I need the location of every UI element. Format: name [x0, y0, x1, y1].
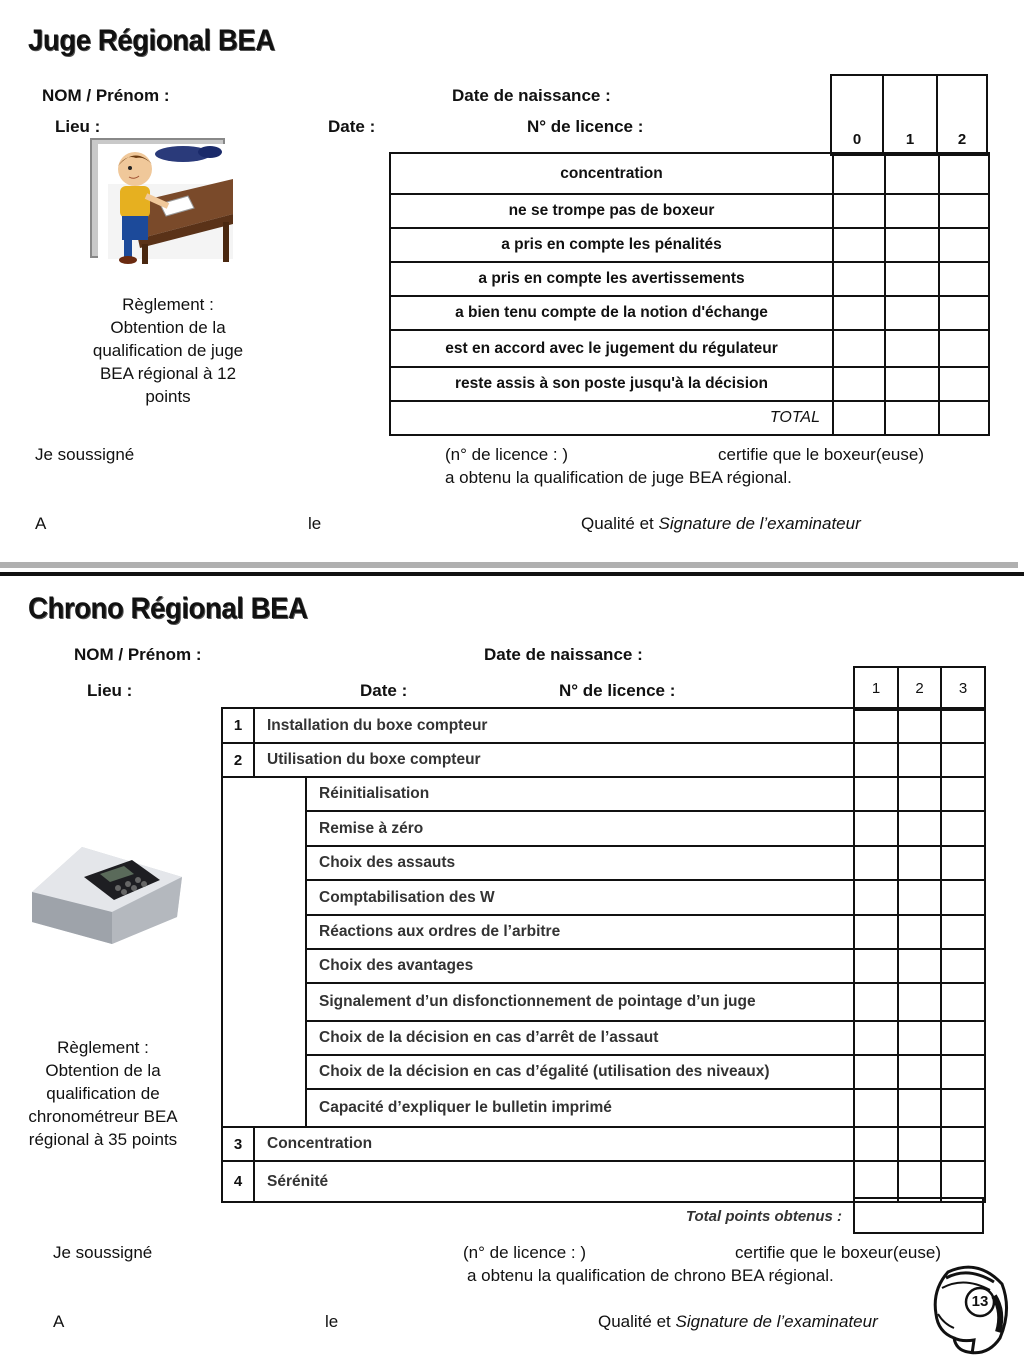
- sign-qualite-text: Qualité et: [581, 514, 654, 533]
- nom-label: NOM / Prénom :: [42, 86, 170, 105]
- item-label: Concentration: [254, 1127, 854, 1161]
- licence-label: N° de licence :: [559, 681, 676, 700]
- score-cell[interactable]: [941, 1021, 985, 1055]
- score-cell[interactable]: [833, 367, 885, 401]
- score-cell[interactable]: [939, 228, 989, 262]
- score-cell[interactable]: [885, 153, 939, 194]
- total-cell[interactable]: [939, 401, 989, 435]
- score-cell[interactable]: [941, 811, 985, 846]
- sign-le: le: [325, 1312, 339, 1331]
- table-row: [222, 1021, 985, 1055]
- score-cell[interactable]: [941, 708, 985, 743]
- table-row: [222, 846, 985, 880]
- date-label: Date :: [360, 681, 408, 700]
- cert-obtenu: a obtenu la qualification de chrono BEA régional.: [467, 1266, 834, 1285]
- score-cell[interactable]: [941, 846, 985, 880]
- score-header-0: 0: [831, 75, 883, 155]
- score-cell[interactable]: [854, 846, 898, 880]
- reglement-line: BEA régional à 12: [99, 364, 237, 383]
- item-label: Installation du boxe compteur: [254, 708, 854, 743]
- score-cell[interactable]: [941, 1127, 985, 1161]
- total-row: [390, 401, 989, 435]
- score-cell[interactable]: [833, 153, 885, 194]
- boxing-helmet-icon: [928, 1262, 1012, 1358]
- score-cell[interactable]: [939, 330, 989, 367]
- lieu-label: Lieu :: [55, 117, 101, 136]
- table-row: [390, 228, 989, 262]
- criterion-label: a pris en compte les pénalités: [390, 228, 833, 262]
- table-row: [390, 367, 989, 401]
- score-cell[interactable]: [898, 1055, 941, 1089]
- score-cell[interactable]: [898, 1127, 941, 1161]
- score-cell[interactable]: [941, 1055, 985, 1089]
- sign-a: A: [35, 514, 47, 533]
- score-cell[interactable]: [885, 194, 939, 228]
- reglement-line: Règlement :: [57, 1038, 149, 1057]
- score-cell[interactable]: [939, 296, 989, 330]
- score-cell[interactable]: [854, 708, 898, 743]
- sign-qualite: [581, 514, 861, 534]
- date-label: Date :: [328, 117, 376, 136]
- score-cell[interactable]: [885, 367, 939, 401]
- sub-item-label: Choix des avantages: [306, 949, 854, 983]
- nom-label: NOM / Prénom :: [74, 645, 202, 664]
- sub-item-label: Choix des assauts: [306, 846, 854, 880]
- boxe-compteur-image: [22, 822, 210, 964]
- score-cell[interactable]: [898, 708, 941, 743]
- section2-criteria-table: [221, 707, 986, 1203]
- section2-reglement: [10, 1036, 196, 1151]
- table-row: [222, 708, 985, 743]
- sub-item-label: Réinitialisation: [306, 777, 854, 811]
- total-points-label: Total points obtenus :: [685, 1208, 842, 1225]
- sign-signature-text: Signature de l’examinateur: [675, 1312, 878, 1331]
- reglement-line: qualification de: [46, 1084, 160, 1103]
- sign-le: le: [308, 514, 322, 533]
- score-cell[interactable]: [854, 915, 898, 949]
- score-cell[interactable]: [885, 262, 939, 296]
- table-row: [390, 153, 989, 194]
- reglement-line: Règlement :: [122, 295, 214, 314]
- table-row: [222, 777, 985, 811]
- score-header-3: 3: [941, 667, 985, 710]
- score-cell[interactable]: [854, 743, 898, 777]
- score-cell[interactable]: [854, 949, 898, 983]
- score-cell[interactable]: [898, 743, 941, 777]
- score-cell[interactable]: [941, 915, 985, 949]
- sub-item-label: Capacité d’expliquer le bulletin imprimé: [306, 1089, 854, 1127]
- score-cell[interactable]: [939, 194, 989, 228]
- table-row: [390, 296, 989, 330]
- table-row: [222, 1089, 985, 1127]
- score-cell[interactable]: [941, 777, 985, 811]
- total-points-cell[interactable]: [853, 1197, 984, 1234]
- score-cell[interactable]: [939, 153, 989, 194]
- score-cell[interactable]: [941, 949, 985, 983]
- score-cell[interactable]: [833, 296, 885, 330]
- score-cell[interactable]: [833, 194, 885, 228]
- score-cell[interactable]: [898, 1021, 941, 1055]
- cert-je-soussigne: Je soussigné: [53, 1243, 153, 1262]
- score-cell[interactable]: [854, 880, 898, 915]
- score-header-1: 1: [883, 75, 937, 155]
- reglement-line: Obtention de la: [110, 318, 226, 337]
- sub-items-spacer: [222, 777, 306, 1127]
- table-row: [222, 1161, 985, 1202]
- section-divider-shadow: [0, 562, 1018, 568]
- score-cell[interactable]: [898, 1161, 941, 1202]
- cert-je-soussigne: Je soussigné: [35, 445, 135, 464]
- section1-reglement: [70, 293, 266, 408]
- table-row: [222, 983, 985, 1021]
- sub-item-label: Remise à zéro: [306, 811, 854, 846]
- cert-licence: (n° de licence : ): [445, 445, 569, 464]
- score-cell[interactable]: [941, 1161, 985, 1202]
- reglement-line: qualification de juge: [92, 341, 244, 360]
- score-header-2: 2: [937, 75, 987, 155]
- table-row: [222, 880, 985, 915]
- section1-title: Juge Régional BEA: [28, 24, 275, 57]
- naissance-label: Date de naissance :: [484, 645, 643, 664]
- criterion-label: concentration: [390, 153, 833, 194]
- item-number: 3: [222, 1127, 254, 1161]
- item-number: 4: [222, 1161, 254, 1202]
- section1-criteria-table: [389, 152, 990, 436]
- score-cell[interactable]: [898, 846, 941, 880]
- score-cell[interactable]: [898, 915, 941, 949]
- score-cell[interactable]: [941, 983, 985, 1021]
- table-row: [222, 1127, 985, 1161]
- score-cell[interactable]: [898, 880, 941, 915]
- table-row: [390, 262, 989, 296]
- table-row: [222, 949, 985, 983]
- score-cell[interactable]: [885, 296, 939, 330]
- sign-qualite: [598, 1312, 878, 1332]
- sign-a: A: [53, 1312, 65, 1331]
- score-cell[interactable]: [854, 983, 898, 1021]
- sign-qualite-text: Qualité et: [598, 1312, 671, 1331]
- criterion-label: a bien tenu compte de la notion d'échange: [390, 296, 833, 330]
- score-cell[interactable]: [898, 811, 941, 846]
- score-cell[interactable]: [854, 1089, 898, 1127]
- score-cell[interactable]: [885, 228, 939, 262]
- item-label: Utilisation du boxe compteur: [254, 743, 854, 777]
- page-number: 13: [971, 1293, 989, 1310]
- score-cell[interactable]: [939, 262, 989, 296]
- cert-licence: (n° de licence : ): [463, 1243, 587, 1262]
- criterion-label: a pris en compte les avertissements: [390, 262, 833, 296]
- criterion-label: ne se trompe pas de boxeur: [390, 194, 833, 228]
- reglement-line: chronométreur BEA: [28, 1107, 178, 1126]
- score-cell[interactable]: [939, 367, 989, 401]
- score-cell[interactable]: [941, 743, 985, 777]
- score-cell[interactable]: [898, 777, 941, 811]
- item-label: Sérénité: [254, 1161, 854, 1202]
- child-writing-illustration: [98, 144, 233, 264]
- lieu-label: Lieu :: [87, 681, 133, 700]
- criterion-label: reste assis à son poste jusqu'à la décision: [390, 367, 833, 401]
- cert-certifie: certifie que le boxeur(euse): [718, 445, 925, 464]
- score-cell[interactable]: [898, 949, 941, 983]
- sub-item-label: Signalement d’un disfonctionnement de pointage d’un juge: [306, 983, 854, 1021]
- score-cell[interactable]: [854, 1127, 898, 1161]
- score-cell[interactable]: [898, 1089, 941, 1127]
- table-row: [222, 743, 985, 777]
- score-cell[interactable]: [854, 811, 898, 846]
- total-cell[interactable]: [885, 401, 939, 435]
- score-cell[interactable]: [941, 1089, 985, 1127]
- score-cell[interactable]: [833, 262, 885, 296]
- sign-signature-text: Signature de l’examinateur: [658, 514, 861, 533]
- item-number: 1: [222, 708, 254, 743]
- item-number: 2: [222, 743, 254, 777]
- naissance-label: Date de naissance :: [452, 86, 611, 105]
- total-label: TOTAL: [390, 401, 833, 435]
- sub-item-label: Choix de la décision en cas d’arrêt de l’assaut: [306, 1021, 854, 1055]
- table-row: [222, 915, 985, 949]
- reglement-line: points: [145, 387, 191, 406]
- section2-title: Chrono Régional BEA: [28, 592, 308, 625]
- sub-item-label: Réactions aux ordres de l’arbitre: [306, 915, 854, 949]
- section-divider: [0, 572, 1024, 576]
- reglement-line: régional à 35 points: [28, 1130, 178, 1149]
- section1-score-header: [830, 74, 988, 156]
- helmet-page-badge: [928, 1262, 1012, 1358]
- score-cell[interactable]: [941, 880, 985, 915]
- cert-obtenu: a obtenu la qualification de juge BEA régional.: [445, 468, 792, 487]
- reglement-line: Obtention de la: [45, 1061, 161, 1080]
- sub-item-label: Choix de la décision en cas d’égalité (utilisation des niveaux): [306, 1055, 854, 1089]
- score-cell[interactable]: [854, 1161, 898, 1202]
- cert-certifie: certifie que le boxeur(euse): [735, 1243, 942, 1262]
- licence-label: N° de licence :: [527, 117, 644, 136]
- table-row: [222, 811, 985, 846]
- sub-item-label: Comptabilisation des W: [306, 880, 854, 915]
- criterion-label: est en accord avec le jugement du régulateur: [390, 330, 833, 367]
- table-row: [390, 194, 989, 228]
- table-row: [222, 1055, 985, 1089]
- score-cell[interactable]: [885, 330, 939, 367]
- score-cell[interactable]: [833, 228, 885, 262]
- table-row: [390, 330, 989, 367]
- score-cell[interactable]: [854, 1021, 898, 1055]
- score-header-1: 1: [854, 667, 898, 710]
- score-cell[interactable]: [854, 1055, 898, 1089]
- score-cell[interactable]: [854, 777, 898, 811]
- total-cell[interactable]: [833, 401, 885, 435]
- score-cell[interactable]: [833, 330, 885, 367]
- section2-score-header: [853, 666, 986, 711]
- score-header-2: 2: [898, 667, 941, 710]
- score-cell[interactable]: [898, 983, 941, 1021]
